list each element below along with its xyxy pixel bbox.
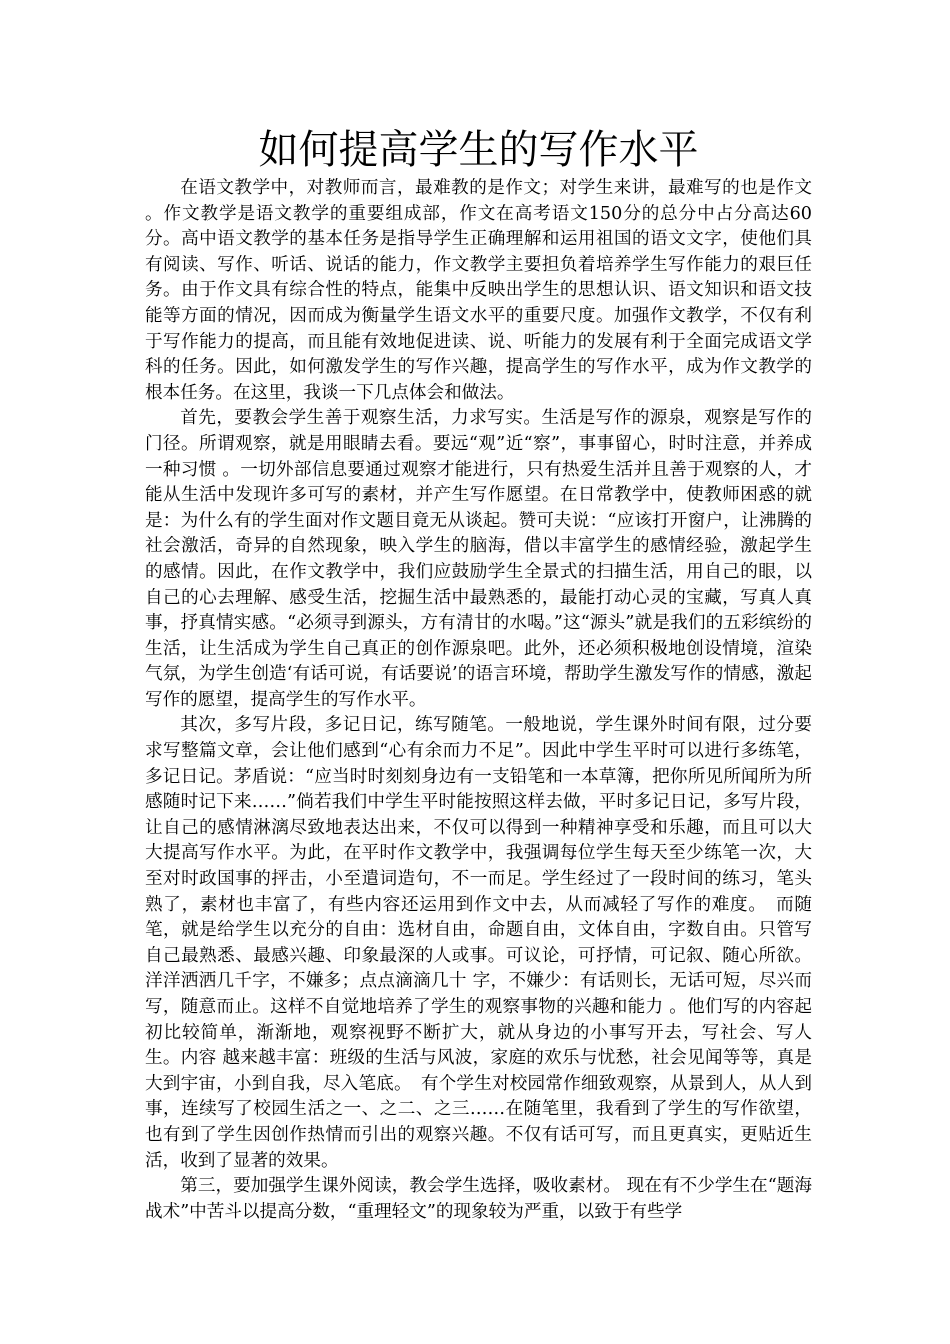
paragraph-observe-life: 首先，要教会学生善于观察生活，力求写实。生活是写作的源泉，观察是写作的门径。所谓观察，就是用眼睛去看。要远“观”近“察”，事事留心，时时注意，并养成一种习惯 。一切外部信息要通过观察才能进行，只有热爱生活并且善于观察的人，才能从生活中发现许多可写的素材，并产生写作愿望。在日常教学中，使教师困惑的就是：为什么有的学生面对作文题目竟无从谈起。赞可夫说：“应该打开窗户，让沸腾的社会激活，奇异的自然现象，映入学生的脑海，借以丰富学生的感情经验，激起学生的感情。因此，在作文教学中，我们应鼓励学生全景式的扫描生活，用自己的眼，以自己的心去理解、感受生活，挖掘生活中最熟悉的，最能打动心灵的宝藏，写真人真事，抒真情实感。“必须寻到源头，方有清甘的水喝。”这“源头”就是我们的五彩缤纷的生活，让生活成为学生自己真正的创作源泉吧。此外，还必须积极地创设情境，渲染气氛，为学生创造‘有话可说，有话要说’的语言环境，帮助学生激发写作的情感，激起写作的愿望，提高学生的写作水平。 [145,408,812,710]
document-title: 如何提高学生的写作水平 [258,127,699,173]
document-page [145,124,812,1225]
paragraph-practice-writing: 其次，多写片段，多记日记，练写随笔。一般地说，学生课外时间有限，过分要求写整篇文章，会让他们感到“心有余而力不足”。因此中学生平时可以进行多练笔，多记日记。茅盾说：“应当时时刻刻身边有一支铅笔和一本草簿，把你所见所闻所为所感随时记下来……”倘若我们中学生平时能按照这样去做，平时多记日记，多写片段，让自己的感情淋漓尽致地表达出来，不仅可以得到一种精神享受和乐趣，而且可以大大提高写作水平。为此，在平时作文教学中，我强调每位学生每天至少练笔一次，大至对时政国事的抨击，小至遣词造句，不一而足。学生经过了一段时间的练习，笔头熟了，素材也丰富了，有些内容还运用到作文中去，从而减轻了写作的难度。 而随笔，就是给学生以充分的自由：选材自由，命题自由，文体自由，字数自由。只管写自己最熟悉、最感兴趣、印象最深的人或事。可议论，可抒情，可记叙、随心所欲。洋洋洒洒几千字，不嫌多；点点滴滴几十 字，不嫌少：有话则长，无话可短，尽兴而写，随意而止。这样不自觉地培养了学生的观察事物的兴趣和能力 。他们写的内容起初比较简单，渐渐地，观察视野不断扩大，就从身边的小事写开去，写社会、写人生。内容 越来越丰富：班级的生活与风波，家庭的欢乐与忧愁，社会见闻等等，真是大到宇宙，小到自我，尽入笔底。 有个学生对校园常作细致观察，从景到人，从人到事，连续写了校园生活之一、之二、之三……在随笔里，我看到了学生的写作欲望，也有到了学生因创作热情而引出的观察兴趣。不仅有话可写，而且更真实，更贴近生活，收到了显著的效果。 [145,715,812,1171]
paragraph-intro: 在语文教学中，对教师而言，最难教的是作文；对学生来讲，最难写的也是作文 。作文教学是语文教学的重要组成部，作文在高考语文150分的总分中占分高达60分。高中语文教学的基本任务是指导学生正确理解和运用祖国的语文文字，使他们具有阅读、写作、听话、说话的能力，作文教学主要担负着培养学生写作能力的艰巨任务。由于作文具有综合性的特点，能集中反映出学生的思想认识、语文知识和语文技能等方面的情况，因而成为衡量学生语文水平的重要尺度。加强作文教学，不仅有利于写作能力的提高，而且能有效地促进读、说、听能力的发展有利于全面完成语文学科的任务。因此，如何激发学生的写作兴趣，提高学生的写作水平，成为作文教学的根本任务。在这里，我谈一下几点体会和做法。 [145,178,812,403]
paragraph-reading: 第三，要加强学生课外阅读，教会学生选择，吸收素材。 现在有不少学生在“题海战术”中苦斗以提高分数，“重理轻文”的现象较为严重，以致于有些学 [145,1176,812,1222]
